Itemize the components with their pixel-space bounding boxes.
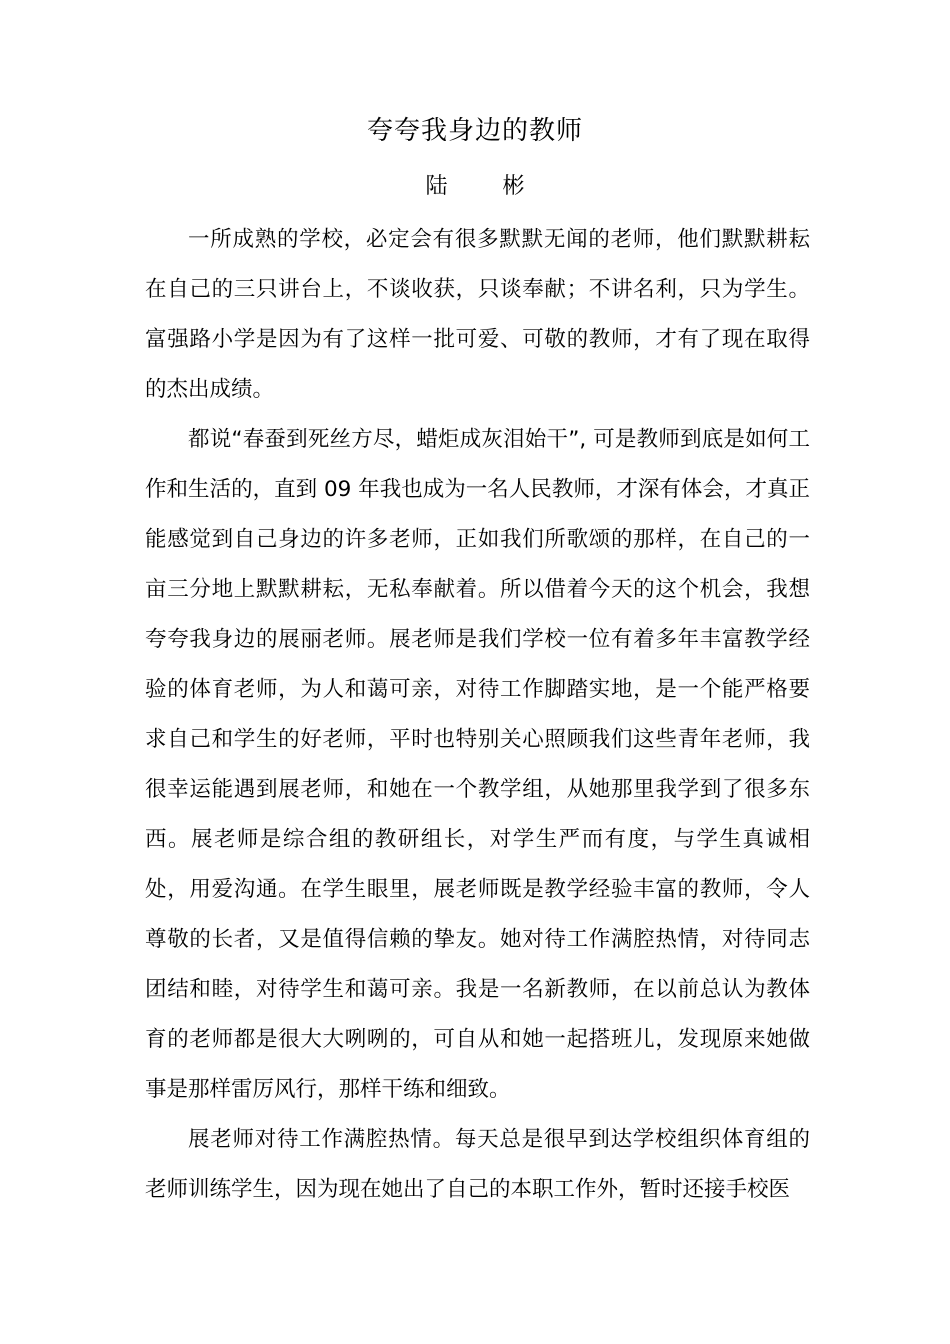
document-body (145, 215, 810, 1215)
paragraph-2: 都说“春蚕到死丝方尽，蜡炬成灰泪始干”, 可是教师到底是如何工作和生活的，直到 09 年我也成为一名人民教师，才深有体会，才真正能感觉到自己身边的许多老师，正如我们所歌颂的那样，在自己的一亩三分地上默默耕耘，无私奉献着。所以借着今天的这个机会，我想夸夸我身边的展丽老师。展老师是我们学校一位有着多年丰富教学经验的体育老师，为人和蔼可亲，对待工作脚踏实地，是一个能严格要求自己和学生的好老师，平时也特别关心照顾我们这些青年老师，我很幸运能遇到展老师，和她在一个教学组，从她那里我学到了很多东西。展老师是综合组的教研组长，对学生严而有度，与学生真诚相处，用爱沟通。在学生眼里，展老师既是教学经验丰富的教师，令人尊敬的长者，又是值得信赖的挚友。她对待工作满腔热情，对待同志团结和睦，对待学生和蔼可亲。我是一名新教师，在以前总认为教体育的老师都是很大大咧咧的，可自从和她一起搭班儿，发现原来她做事是那样雷厉风行，那样干练和细致。 (145, 427, 810, 1102)
paragraph-1: 一所成熟的学校，必定会有很多默默无闻的老师，他们默默耕耘在自己的三只讲台上，不谈收获，只谈奉献；不讲名利，只为学生。富强路小学是因为有了这样一批可爱、可敬的教师，才有了现在取得的杰出成绩。 (145, 227, 810, 402)
paragraph-3: 展老师对待工作满腔热情。每天总是很早到达学校组织体育组的老师训练学生，因为现在她出了自己的本职工作外，暂时还接手校医 (145, 1127, 810, 1202)
document-title: 夸夸我身边的教师 (366, 116, 583, 146)
document-author: 陆 彬 (425, 174, 549, 199)
